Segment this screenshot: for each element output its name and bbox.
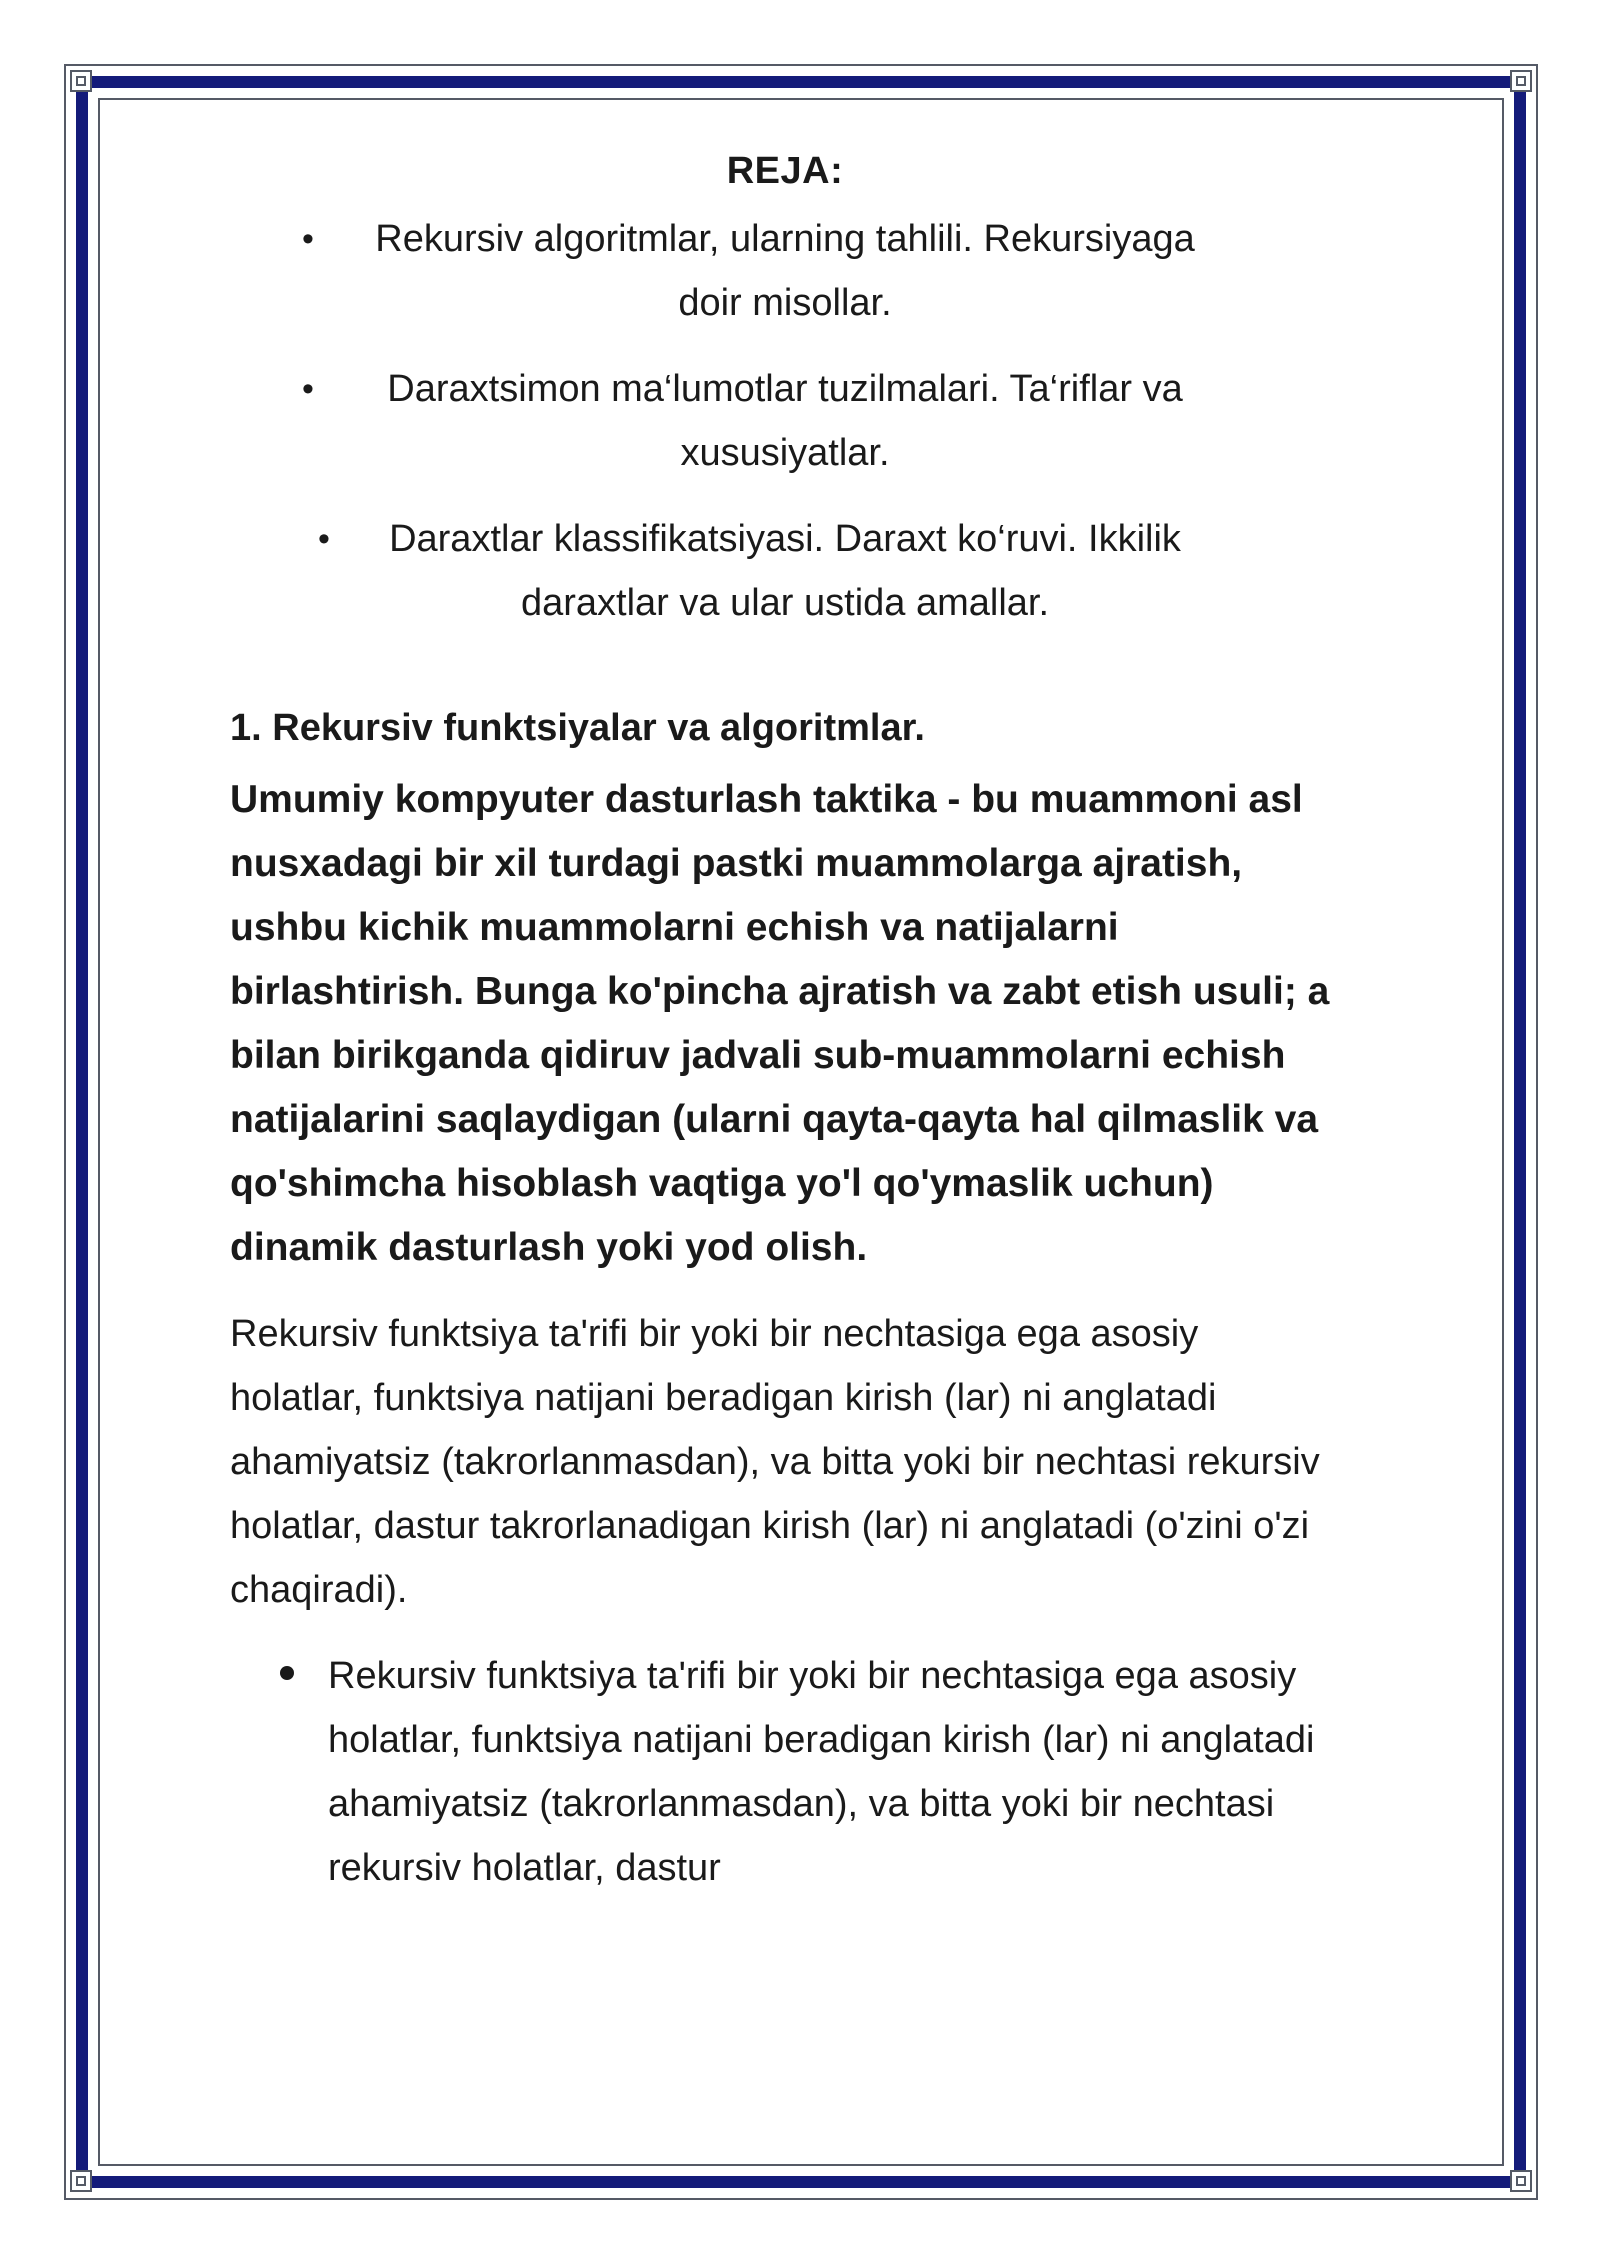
corner-ornament-top-right xyxy=(1510,70,1532,92)
plan-item-text: Rekursiv algoritmlar, ularning tahlili. Rekursiyaga doir misollar. xyxy=(375,218,1195,324)
corner-ornament-top-left xyxy=(70,70,92,92)
intro-bold-paragraph: Umumiy kompyuter dasturlash taktika - bu muammoni asl nusxadagi bir xil turdagi pastki muammolarga ajratish, ushbu kichik muammolarni echish va natijalarni birlashtirish. Bunga ko'pincha ajratish va zabt etish usuli; a bilan birikganda qidiruv jadvali sub-muammolarni echish natijalarini saqlaydigan (ularni qayta-qayta hal qilmaslik va qo'shimcha hisoblash vaqtiga yo'l qo'ymaslik uchun) dinamik dasturlash yoki yod olish. xyxy=(230,778,1330,1269)
section-heading: 1. Rekursiv funktsiyalar va algoritmlar. xyxy=(230,707,925,749)
bullet-icon: • xyxy=(302,220,314,258)
definition-bullets xyxy=(230,1644,1340,1900)
bullet-icon: • xyxy=(302,370,314,408)
corner-ornament-bottom-left xyxy=(70,2170,92,2192)
plan-item xyxy=(230,507,1340,635)
plan-title: REJA: xyxy=(726,150,844,192)
definition-paragraph: Rekursiv funktsiya ta'rifi bir yoki bir nechtasiga ega asosiy holatlar, funktsiya natijani beradigan kirish (lar) ni anglatadi ahamiyatsiz (takrorlanmasdan), va bitta yoki bir nechtasi rekursiv holatlar, dastur takrorlanadigan kirish (lar) ni anglatadi (o'zini o'zi chaqiradi). xyxy=(230,1313,1320,1611)
document-body xyxy=(230,150,1340,1900)
plan-item-text: Daraxtsimon ma‘lumotlar tuzilmalari. Ta‘riflar va xususiyatlar. xyxy=(387,368,1183,474)
plan-item xyxy=(230,357,1340,485)
corner-ornament-bottom-right xyxy=(1510,2170,1532,2192)
list-item-text: Rekursiv funktsiya ta'rifi bir yoki bir nechtasiga ega asosiy holatlar, funktsiya natijani beradigan kirish (lar) ni anglatadi ahamiyatsiz (takrorlanmasdan), va bitta yoki bir nechtasi rekursiv holatlar, dastur xyxy=(328,1655,1315,1889)
list-item xyxy=(230,1644,1340,1900)
plan-item xyxy=(230,207,1340,335)
bullet-icon xyxy=(280,1666,294,1680)
plan-item-text: Daraxtlar klassifikatsiyasi. Daraxt ko‘ruvi. Ikkilik daraxtlar va ular ustida amallar. xyxy=(389,518,1181,624)
bullet-icon: • xyxy=(318,520,330,558)
plan-list xyxy=(230,207,1340,635)
